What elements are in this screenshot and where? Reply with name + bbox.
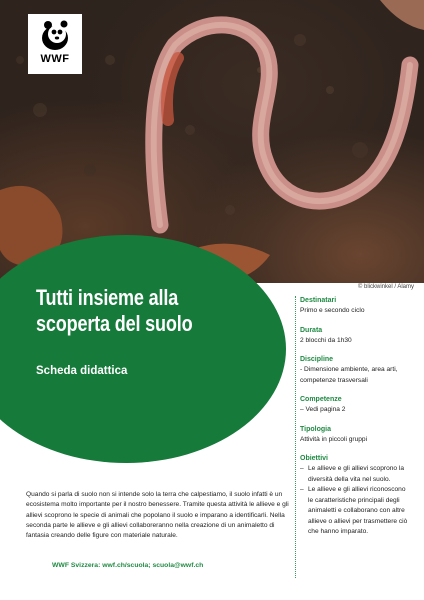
list-dash: –	[300, 486, 304, 493]
photo-credit: © blickwinkel / Alamy	[357, 284, 414, 290]
section-destinatari	[300, 296, 412, 317]
section-text: Primo e secondo ciclo	[300, 307, 365, 314]
section-heading: Durata	[300, 326, 323, 334]
section-text: 2 blocchi da 1h30	[300, 336, 352, 344]
section-competenze	[300, 395, 412, 416]
info-sidebar	[300, 296, 412, 547]
list-item-text: Le allieve e gli allievi riconoscono le caratteristiche principali degli animaletti e collaborano con altre allieve o allievi per trasmettere ciò che hanno imparato.	[308, 486, 408, 535]
section-heading: Competenze	[300, 396, 342, 403]
page-title	[36, 285, 233, 337]
section-heading: Destinatari	[300, 297, 337, 304]
list-item-text: Le allieve e gli allievi scoprono la diversità della vita nel suolo.	[308, 465, 405, 483]
section-durata	[300, 326, 412, 347]
list-item	[300, 464, 412, 485]
intro-paragraph: Quando si parla di suolo non si intende solo la terra che calpestiamo, il suolo infatti è un ecosistema molto importante per il nostro benessere. Tramite questa attività le allieve e gli allievi scoprono le specie di animali che popolano il suolo e imparano a identificarli. Nella seconda parte le allieve e gli allievi collaboreranno nella creazione di un animaletto di fantasia creando delle figure con materiale naturale.	[26, 491, 289, 540]
page-subtitle: Scheda didattica	[36, 365, 128, 377]
section-text: Attività in piccoli gruppi	[300, 435, 368, 443]
footer-contact: WWF Svizzera: wwf.ch/scuola; scuola@wwf.ch	[52, 562, 204, 569]
panda-icon	[38, 18, 72, 52]
section-heading: Discipline	[300, 356, 334, 363]
section-obiettivi	[300, 454, 412, 538]
list-item	[300, 485, 412, 538]
list-dash: –	[300, 465, 304, 472]
column-divider	[295, 296, 296, 578]
wwf-logo	[28, 14, 82, 74]
section-text: - Dimensione ambiente, area arti, competenze trasversali	[300, 366, 398, 384]
section-discipline	[300, 355, 412, 386]
section-text: – Vedi pagina 2	[300, 406, 346, 413]
section-heading: Tipologia	[300, 425, 331, 433]
section-tipologia	[300, 425, 412, 446]
title-line-1: Tutti insieme alla	[36, 285, 179, 310]
logo-text: WWF	[40, 53, 70, 65]
section-heading: Obiettivi	[300, 455, 329, 462]
title-line-2: scoperta del suolo	[36, 311, 193, 336]
